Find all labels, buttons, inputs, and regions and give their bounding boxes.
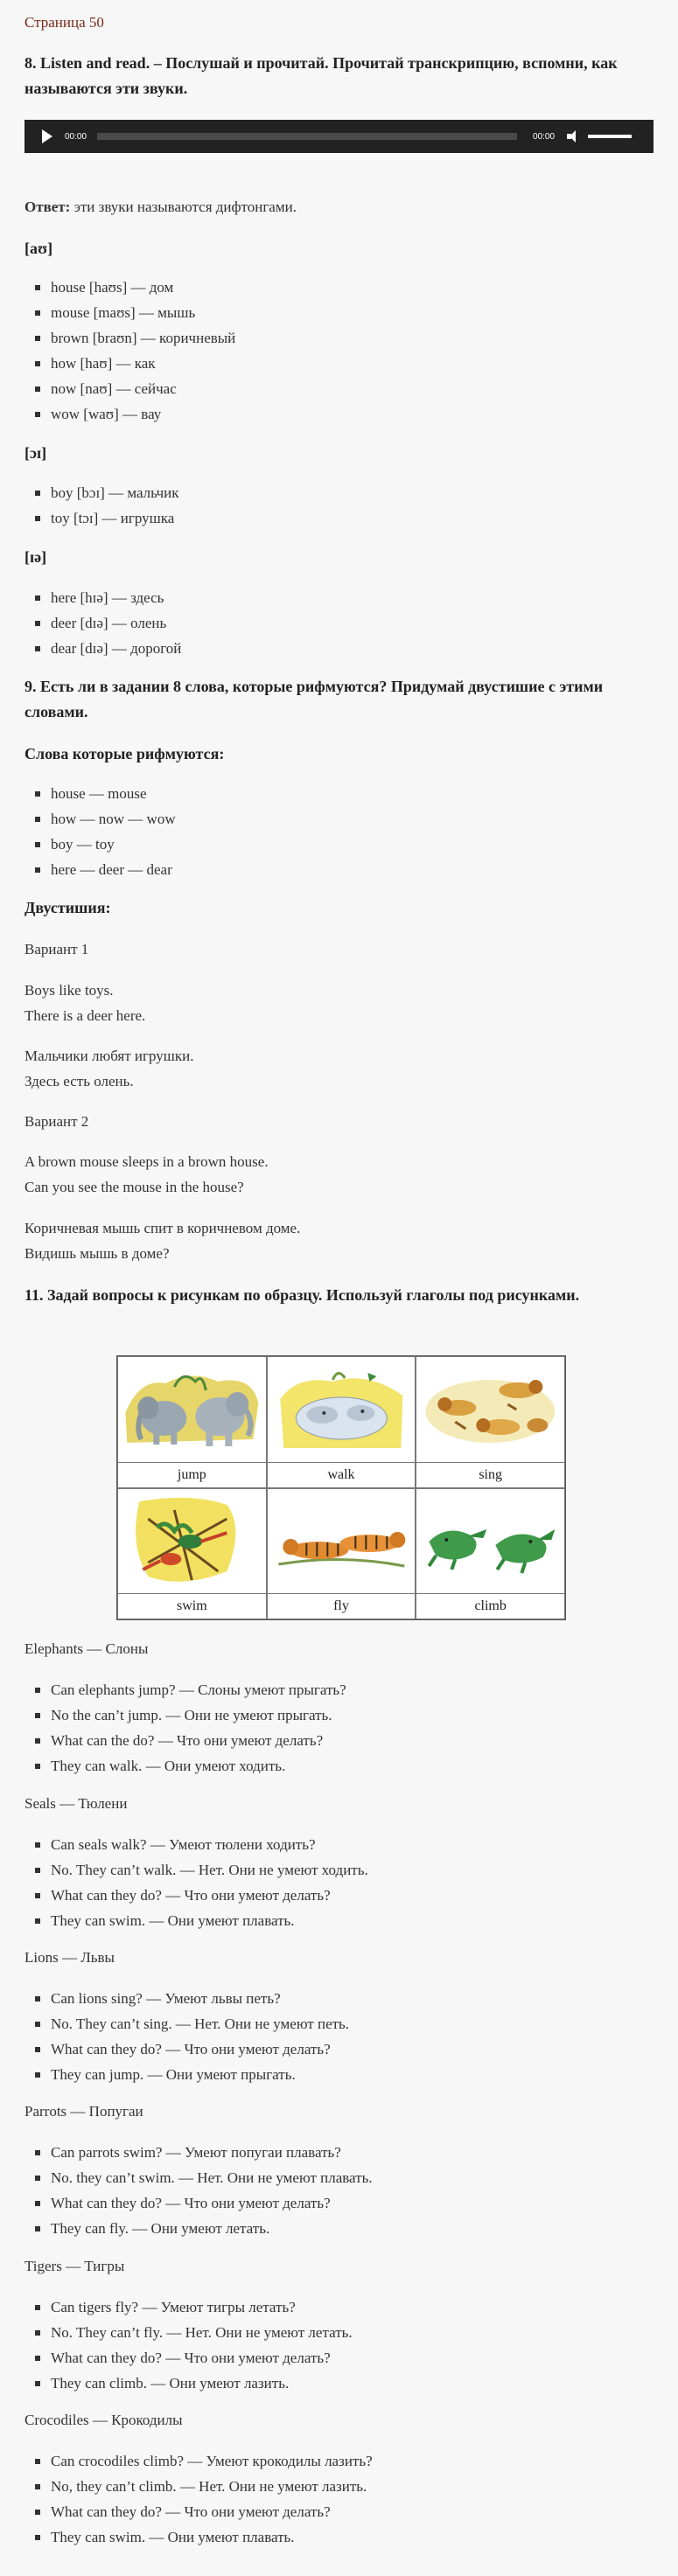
animal-heading: Lions — Львы xyxy=(24,1949,115,1966)
list-item: now [naʊ] — сейчас xyxy=(51,376,235,401)
page-label: Страница 50 xyxy=(24,14,104,31)
animal-pictures xyxy=(116,1355,566,1620)
couplet-2-english xyxy=(24,1149,654,1200)
list-item: No, they can’t climb. — Нет. Они не умеют лазить. xyxy=(51,2474,373,2499)
list-item: They can climb. — Они умеют лазить. xyxy=(51,2371,353,2396)
list-item: how [haʊ] — как xyxy=(51,351,235,376)
play-icon[interactable] xyxy=(42,129,52,143)
picture-seals xyxy=(267,1356,416,1488)
list-item: wow [waʊ] — вау xyxy=(51,401,235,427)
list-item: They can swim. — Они умеют плавать. xyxy=(51,2524,373,2550)
couplet-line: Can you see the mouse in the house? xyxy=(24,1179,244,1195)
couplet-2-russian xyxy=(24,1215,654,1266)
picture-lions xyxy=(416,1356,565,1488)
sound-list xyxy=(51,585,181,661)
list-item: No. they can’t swim. — Нет. Они не умеют плавать. xyxy=(51,2165,373,2190)
answer-label: Ответ: xyxy=(24,198,71,215)
animal-heading: Crocodiles — Крокодилы xyxy=(24,2412,183,2428)
couplet-line: Boys like toys. xyxy=(24,982,114,999)
total-time: 00:00 xyxy=(533,131,556,142)
rhymes-heading: Слова которые рифмуются: xyxy=(24,745,225,762)
animal-heading: Seals — Тюлени xyxy=(24,1795,128,1812)
list-item: boy — toy xyxy=(51,832,176,857)
couplet-line: There is a deer here. xyxy=(24,1007,146,1024)
progress-track[interactable] xyxy=(97,133,517,140)
sound-heading: [ɪə] xyxy=(24,548,47,566)
list-item: Can lions sing? — Умеют львы петь? xyxy=(51,1986,349,2011)
picture-label: swim xyxy=(118,1593,266,1619)
qa-list xyxy=(51,2294,353,2396)
list-item: They can jump. — Они умеют прыгать. xyxy=(51,2062,349,2087)
list-item: Can parrots swim? — Умеют попугаи плавать? xyxy=(51,2140,373,2165)
picture-tigers xyxy=(267,1488,416,1620)
sound-heading: [ɔɪ] xyxy=(24,444,47,462)
volume-slider[interactable] xyxy=(588,135,632,138)
qa-list xyxy=(51,1986,349,2087)
list-item: No the can’t jump. — Они не умеют прыгать. xyxy=(51,1702,346,1728)
list-item: What can the do? — Что они умеют делать? xyxy=(51,1728,346,1753)
list-item: Can crocodiles climb? — Умеют крокодилы лазить? xyxy=(51,2448,373,2474)
sound-list xyxy=(51,480,179,531)
sound-list xyxy=(51,275,235,427)
list-item: What can they do? — Что они умеют делать? xyxy=(51,1883,368,1908)
list-item: What can they do? — Что они умеют делать? xyxy=(51,2345,353,2371)
picture-crocodiles xyxy=(416,1488,565,1620)
list-item: boy [bɔɪ] — мальчик xyxy=(51,480,179,505)
picture-elephants xyxy=(117,1356,267,1488)
couplet-1-russian xyxy=(24,1043,654,1094)
list-item: house — mouse xyxy=(51,781,176,806)
list-item: Can seals walk? — Умеют тюлени ходить? xyxy=(51,1832,368,1857)
list-item: here [hɪə] — здесь xyxy=(51,585,181,610)
couplet-1-english xyxy=(24,978,654,1028)
list-item: brown [braʊn] — коричневый xyxy=(51,325,235,351)
list-item: No. They can’t fly. — Нет. Они не умеют летать. xyxy=(51,2320,353,2345)
answer-text: эти звуки называются дифтонгами. xyxy=(73,198,297,215)
list-item: No. They can’t walk. — Нет. Они не умеют ходить. xyxy=(51,1857,368,1883)
picture-label: walk xyxy=(268,1462,416,1487)
couplet-line: Здесь есть олень. xyxy=(24,1073,134,1090)
list-item: deer [dɪə] — олень xyxy=(51,610,181,636)
animal-heading: Tigers — Тигры xyxy=(24,2258,125,2274)
exercise-8-title: 8. Listen and read. – Послушай и прочитай. Прочитай транскрипцию, вспомни, как называются эти звуки. xyxy=(24,54,618,97)
picture-label: sing xyxy=(416,1462,564,1487)
answer xyxy=(24,194,654,219)
list-item: here — deer — dear xyxy=(51,857,176,882)
picture-label: climb xyxy=(416,1593,564,1619)
crocodiles-illustration xyxy=(420,1493,561,1591)
list-item: Can tigers fly? — Умеют тигры летать? xyxy=(51,2294,353,2320)
seals-illustration xyxy=(271,1361,412,1459)
list-item: Can elephants jump? — Слоны умеют прыгать? xyxy=(51,1677,346,1702)
list-item: They can fly. — Они умеют летать. xyxy=(51,2216,373,2241)
variant-1-label: Вариант 1 xyxy=(24,941,89,957)
exercise-9-title: 9. Есть ли в задании 8 слова, которые рифмуются? Придумай двустишие с этими словами. xyxy=(24,678,604,721)
current-time: 00:00 xyxy=(65,131,87,142)
list-item: mouse [maʊs] — мышь xyxy=(51,300,235,325)
parrots-illustration xyxy=(122,1493,262,1591)
list-item: house [haʊs] — дом xyxy=(51,275,235,300)
picture-label: jump xyxy=(118,1462,266,1487)
rhymes-list xyxy=(51,781,176,882)
list-item: They can walk. — Они умеют ходить. xyxy=(51,1753,346,1779)
list-item: What can they do? — Что они умеют делать? xyxy=(51,2190,373,2216)
list-item: dear [dɪə] — дорогой xyxy=(51,636,181,661)
qa-list xyxy=(51,1677,346,1779)
couplet-line: Коричневая мышь спит в коричневом доме. xyxy=(24,1220,301,1236)
animal-heading: Elephants — Слоны xyxy=(24,1640,149,1657)
couplet-line: Видишь мышь в доме? xyxy=(24,1245,170,1262)
volume-icon[interactable] xyxy=(567,130,579,143)
couplet-line: Мальчики любят игрушки. xyxy=(24,1048,194,1064)
variant-2-label: Вариант 2 xyxy=(24,1113,89,1130)
list-item: What can they do? — Что они умеют делать? xyxy=(51,2036,349,2062)
list-item: They can swim. — Они умеют плавать. xyxy=(51,1908,368,1933)
audio-player[interactable] xyxy=(24,120,654,153)
qa-list xyxy=(51,1832,368,1933)
picture-parrots xyxy=(117,1488,267,1620)
list-item: toy [tɔɪ] — игрушка xyxy=(51,505,179,531)
animal-heading: Parrots — Попугаи xyxy=(24,2103,143,2120)
exercise-11-title: 11. Задай вопросы к рисункам по образцу. Используй глаголы под рисунками. xyxy=(24,1286,580,1304)
sound-heading: [aʊ] xyxy=(24,240,53,257)
tigers-illustration xyxy=(271,1493,412,1591)
qa-list xyxy=(51,2448,373,2550)
list-item: No. They can’t sing. — Нет. Они не умеют петь. xyxy=(51,2011,349,2036)
elephants-illustration xyxy=(122,1361,262,1459)
lions-illustration xyxy=(420,1361,561,1459)
picture-label: fly xyxy=(268,1593,416,1619)
couplets-heading: Двустишия: xyxy=(24,899,111,916)
list-item: What can they do? — Что они умеют делать? xyxy=(51,2499,373,2524)
list-item: how — now — wow xyxy=(51,806,176,832)
qa-list xyxy=(51,2140,373,2241)
couplet-line: A brown mouse sleeps in a brown house. xyxy=(24,1153,269,1170)
